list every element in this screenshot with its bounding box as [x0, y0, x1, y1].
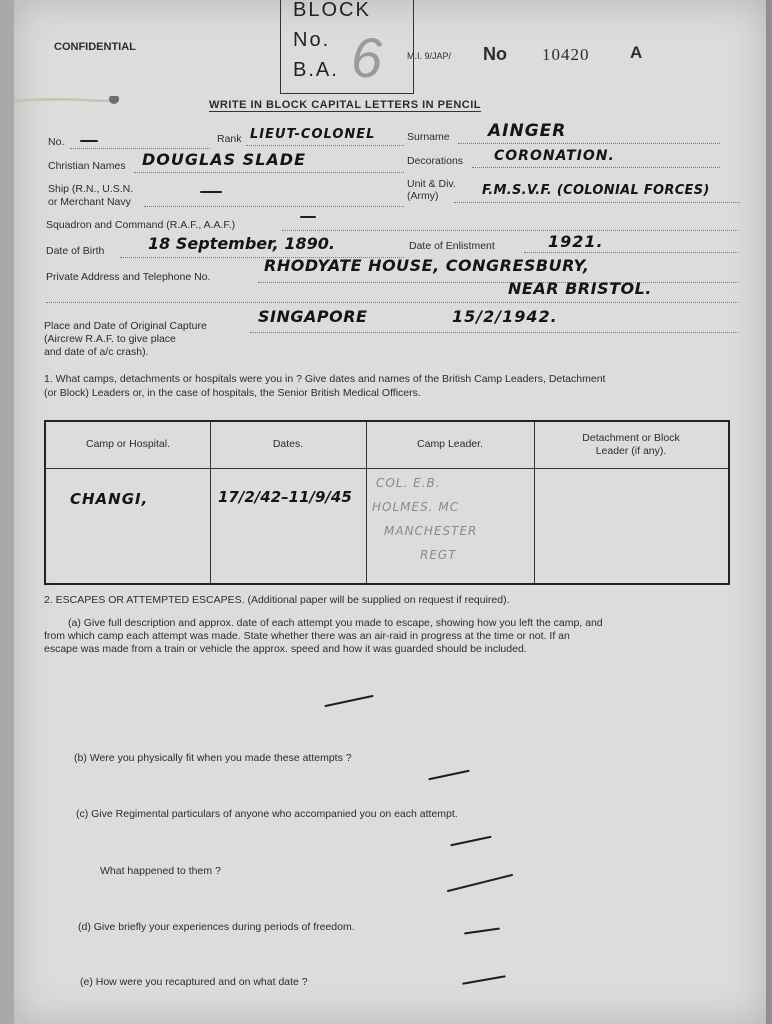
q2e-text: (e) How were you recaptured and on what date ?	[80, 976, 308, 988]
enlistment-dots	[524, 252, 738, 253]
q2a-line-3: escape was made from a train or vehicle the approx. speed and how it was guarded should be included.	[44, 643, 527, 655]
capture-label-2: (Aircrew R.A.F. to give place	[44, 333, 176, 345]
surname-dots	[458, 143, 720, 144]
enlistment-label: Date of Enlistment	[409, 240, 495, 252]
address-label: Private Address and Telephone No.	[46, 271, 211, 283]
document-page	[14, 0, 766, 1024]
q2c-sub-answer-dash	[447, 874, 513, 892]
dob-label: Date of Birth	[46, 245, 105, 257]
form-suffix: A	[630, 43, 643, 62]
cell-leader-4: REGT	[420, 548, 457, 562]
th-camp-leader: Camp Leader.	[417, 438, 483, 450]
cell-camp: CHANGI,	[70, 490, 149, 508]
q2-title: 2. ESCAPES OR ATTEMPTED ESCAPES. (Additional paper will be supplied on request if required).	[44, 594, 510, 606]
decorations-value: CORONATION.	[494, 148, 615, 164]
no-label: No.	[48, 136, 65, 148]
q2c-answer-dash	[450, 836, 491, 847]
cell-dates: 17/2/42–11/9/45	[218, 488, 352, 506]
capture-date: 15/2/1942.	[452, 307, 558, 326]
squadron-value-dash	[300, 216, 316, 218]
unit-label-1: Unit & Div.	[407, 178, 456, 190]
q2a-answer-dash	[324, 695, 373, 707]
capture-label-1: Place and Date of Original Capture	[44, 320, 207, 332]
form-code: M.I. 9/JAP/	[407, 51, 452, 61]
address-dots-1	[258, 282, 738, 283]
christian-names-label: Christian Names	[48, 160, 126, 172]
q2a-line-2: from which camp each attempt was made. State whether there was an air-raid in progress at the time or not. If an	[44, 630, 570, 642]
dob-value: 18 September, 1890.	[148, 234, 335, 253]
address-value-2: NEAR BRISTOL.	[508, 279, 652, 298]
capture-label-3: and date of a/c crash).	[44, 346, 149, 358]
th-camp: Camp or Hospital.	[85, 438, 171, 450]
squadron-dots	[282, 230, 738, 231]
stamp-line-2: No.	[293, 29, 331, 51]
christian-dots	[134, 172, 404, 173]
surname-label: Surname	[407, 131, 450, 143]
rank-dots	[246, 145, 404, 146]
tie-string	[14, 96, 134, 104]
unit-dots	[454, 202, 740, 203]
q2d-text: (d) Give briefly your experiences during periods of freedom.	[78, 921, 355, 933]
q2d-answer-dash	[464, 928, 500, 935]
ship-dots	[144, 206, 404, 207]
christian-names-value: DOUGLAS SLADE	[142, 150, 306, 169]
ship-label-2: or Merchant Navy	[48, 196, 131, 208]
form-number: 10420	[542, 45, 590, 64]
block-stamp	[280, 0, 414, 94]
enlistment-value: 1921.	[548, 232, 604, 251]
cell-leader-3: MANCHESTER	[384, 524, 478, 538]
q1-line-2: (or Block) Leaders or, in the case of hospitals, the Senior British Medical Officers.	[44, 387, 421, 399]
rank-value: LIEUT-COLONEL	[250, 127, 376, 142]
unit-value: F.M.S.V.F. (COLONIAL FORCES)	[482, 183, 710, 198]
address-dots-2	[46, 302, 738, 303]
stamp-line-1: BLOCK	[293, 0, 371, 21]
unit-label-2: (Army)	[407, 190, 439, 202]
camps-table	[44, 420, 730, 585]
rank-label: Rank	[217, 133, 242, 145]
stamp-pencil-mark: 6	[351, 26, 383, 89]
confidential-mark: CONFIDENTIAL	[54, 41, 136, 53]
table-header-line	[46, 468, 728, 469]
cell-leader-1: COL. E.B.	[376, 476, 441, 490]
ship-label-1: Ship (R.N., U.S.N.	[48, 183, 134, 195]
q2c-sub-text: What happened to them ?	[100, 865, 221, 877]
left-binding-strip	[0, 0, 14, 1024]
cell-leader-2: HOLMES. MC	[372, 500, 460, 514]
no-value-dash	[80, 140, 98, 142]
q2c-text: (c) Give Regimental particulars of anyone who accompanied you on each attempt.	[76, 808, 458, 820]
instruction-heading: WRITE IN BLOCK CAPITAL LETTERS IN PENCIL	[209, 99, 481, 111]
q2b-text: (b) Were you physically fit when you made these attempts ?	[74, 752, 352, 764]
capture-place: SINGAPORE	[258, 307, 368, 326]
ship-value-dash	[200, 191, 222, 193]
stamp-line-3: B.A.	[293, 59, 339, 81]
decorations-dots	[472, 167, 720, 168]
q1-line-1: 1. What camps, detachments or hospitals were you in ? Give dates and names of the British Camp Leaders, Detachment	[44, 373, 606, 385]
decorations-label: Decorations	[407, 155, 464, 167]
th-detachment-2: Leader (if any).	[595, 445, 667, 457]
no-dots	[70, 148, 210, 149]
surname-value: AINGER	[488, 121, 567, 141]
capture-dots	[250, 332, 738, 333]
q2b-answer-dash	[428, 770, 469, 781]
th-dates: Dates.	[272, 438, 304, 450]
address-value-1: RHODYATE HOUSE, CONGRESBURY,	[264, 256, 590, 275]
squadron-label: Squadron and Command (R.A.F., A.A.F.)	[46, 219, 236, 231]
number-label: No	[483, 44, 507, 64]
q2a-line-1: (a) Give full description and approx. date of each attempt you made to escape, showing how you left the camp, and	[68, 617, 603, 629]
q2e-answer-dash	[462, 975, 506, 985]
th-detachment-1: Detachment or Block	[582, 432, 680, 444]
